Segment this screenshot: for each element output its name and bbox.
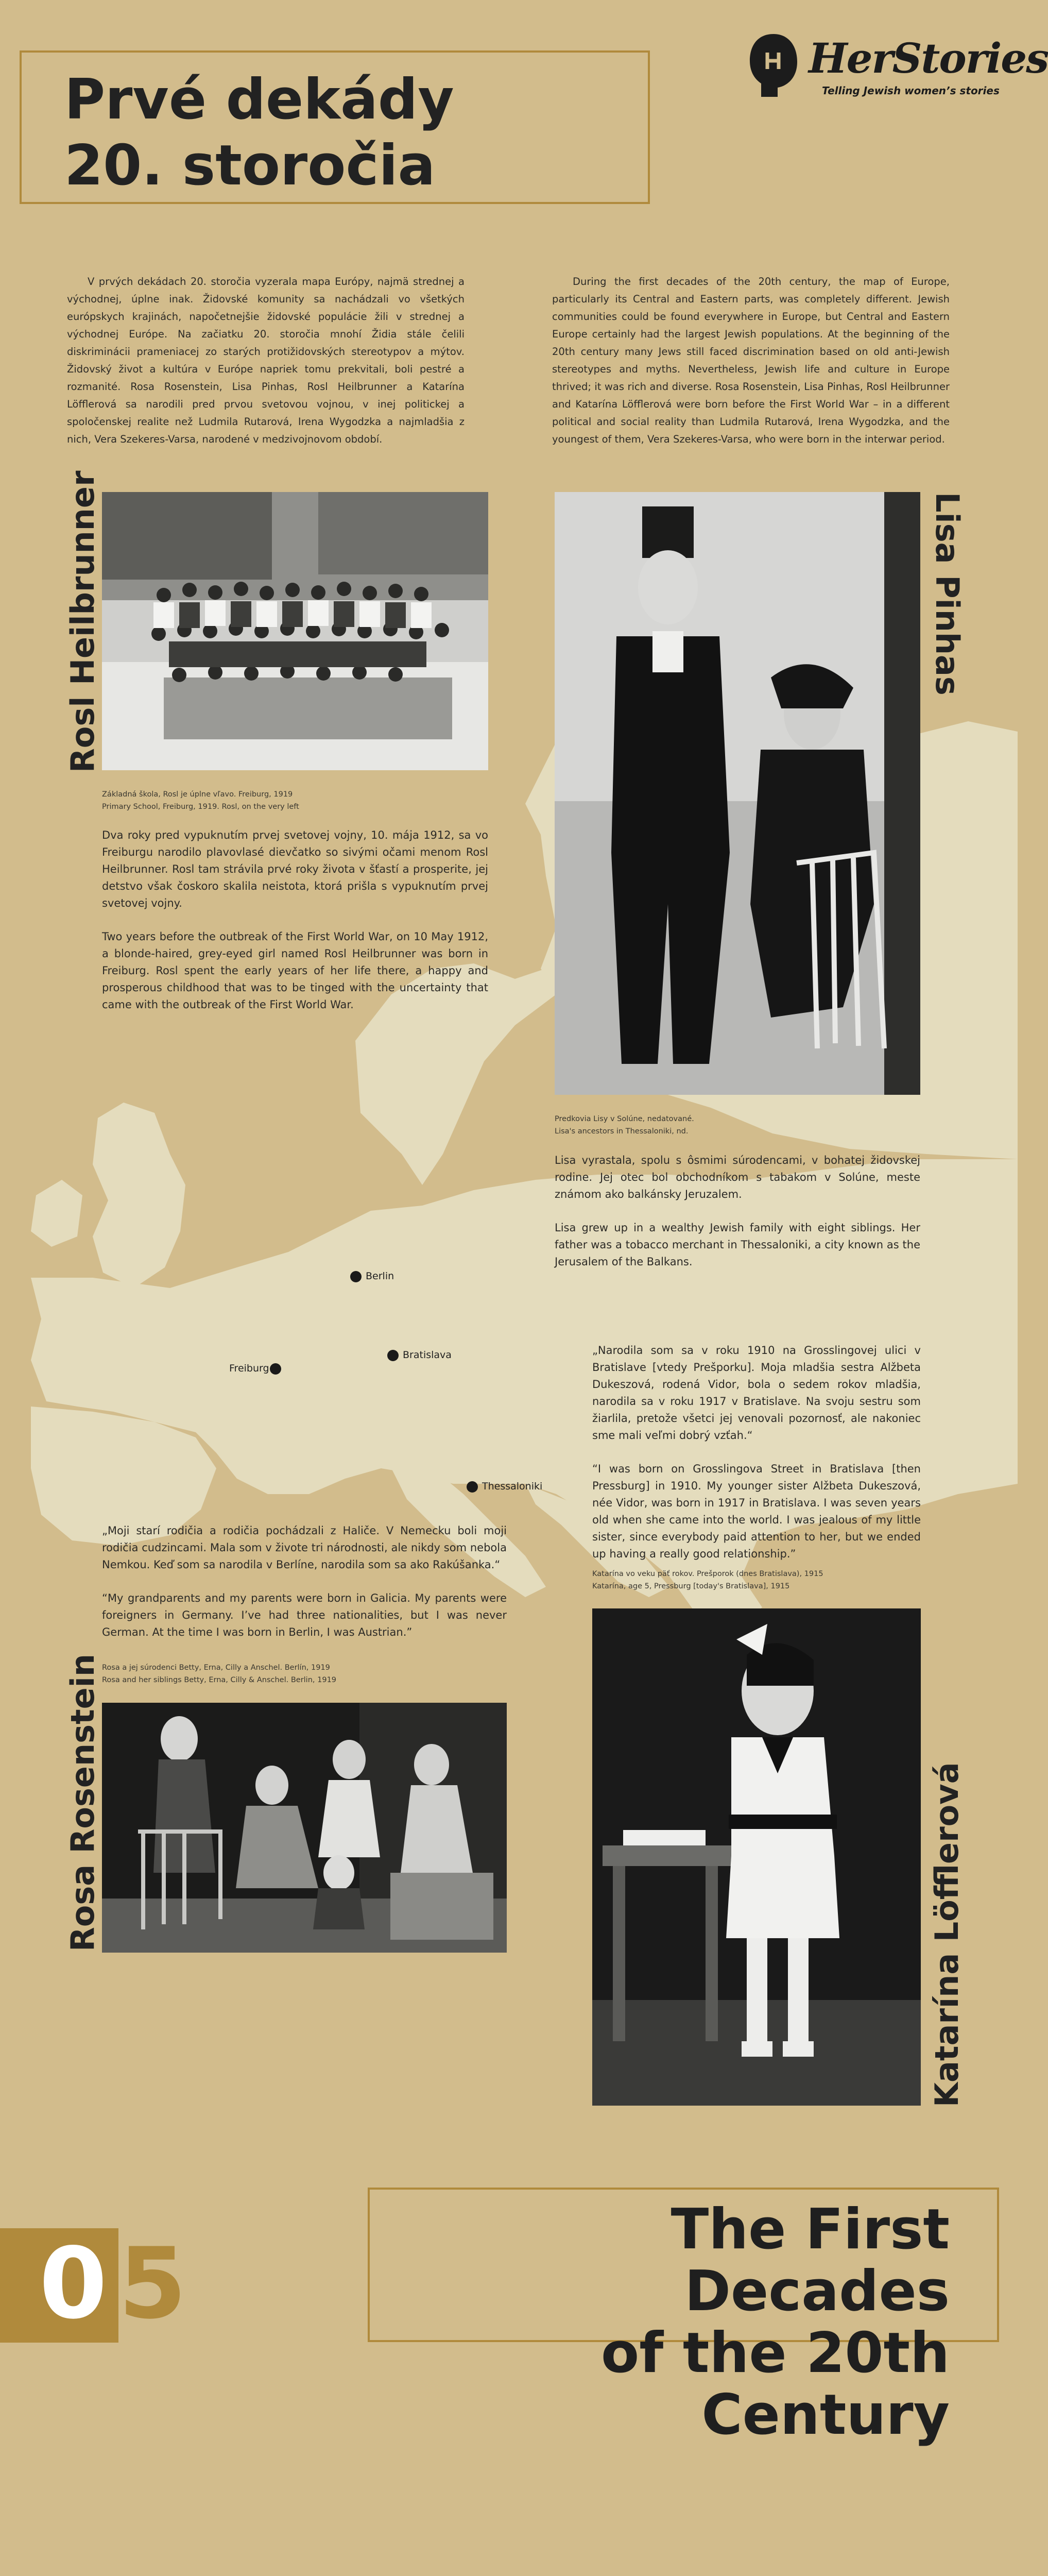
- map-dot-thessaloniki: [467, 1481, 478, 1493]
- rosl-caption: [102, 788, 299, 813]
- rosa-name-vertical: Rosa Rosenstein: [64, 1653, 101, 1952]
- rosl-photo: [102, 492, 488, 770]
- rosl-text-sk: Dva roky pred vypuknutím prvej svetovej vojny, 10. mája 1912, sa vo Freiburgu narodilo plavovlasé dievčatko so sivými očami menom Rosl Heilbrunner. Rosl tam strávila prvé roky života v šťastí a prosperite, jej detstvo však čoskoro skalila neistota, ktorá prišla s vypuknutím prvej svetovej vojny.: [102, 829, 488, 909]
- katarina-caption-en: Katarína, age 5, Pressburg [today's Bratislava], 1915: [592, 1582, 790, 1590]
- map-dot-freiburg: [270, 1363, 281, 1375]
- lisa-photo: [555, 492, 920, 1095]
- page-title: Prvé dekády 20. storočia: [64, 67, 454, 198]
- katarina-photo: [592, 1608, 921, 2106]
- rosa-photo: [102, 1703, 507, 1953]
- rosa-caption-sk: Rosa a jej súrodenci Betty, Erna, Cilly a Anschel. Berlín, 1919: [102, 1664, 330, 1672]
- rosa-quote-en: “My grandparents and my parents were born in Galicia. My parents were foreigners in Germany. I’ve had three nationalities, but I was never German. At the time I was born in Berlin, I was Austrian.”: [102, 1592, 507, 1638]
- rosa-caption: [102, 1662, 336, 1686]
- rosa-caption-en: Rosa and her siblings Betty, Erna, Cilly & Anschel. Berlin, 1919: [102, 1676, 337, 1684]
- intro-sk: [67, 273, 465, 448]
- lisa-text-sk: Lisa vyrastala, spolu s ôsmimi súrodencami, v bohatej židovskej rodine. Jej otec bol obchodníkom s tabakom v Solúne, meste známom ako balkánsky Jeruzalem.: [555, 1154, 920, 1200]
- bottom-title: The First Decades of the 20th Century: [601, 2197, 950, 2447]
- intro-sk-text: V prvých dekádach 20. storočia vyzerala mapa Európy, najmä strednej a východnej, úplne inak. Židovské komunity sa nachádzali vo všetkých európskych krajinách, napočetnejšie židovské populácie žili v strednej a východnej Európe. Na začiatku 20. storočia mnohí Židia stále čelili diskriminácii prameniacej zo starých protižidovských stereotypov a mýtov. Židovský život a kultúra v Európe napriek tomu prekvitali, boli pestré a rozmanité. Rosa Rosenstein, Lisa Pinhas, Rosl Heilbrunner a Katarína Löfflerová sa narodili pred prvou svetovou vojnou, v inej politickej a spoločenskej realite než Ludmila Rutarová, Irena Wygodzka a najmladšia z nich, Vera Szekeres-Varsa, narodené v medzivojnovom období.: [67, 276, 465, 445]
- map-label-bratislava: Bratislava: [403, 1349, 452, 1361]
- panel-number-first: 0: [39, 2227, 108, 2341]
- logo-tagline: Telling Jewish women’s stories: [822, 84, 1000, 97]
- lisa-caption: [555, 1113, 694, 1138]
- rosl-caption-en: Primary School, Freiburg, 1919. Rosl, on the very left: [102, 803, 299, 811]
- katarina-name-vertical: Katarína Löfflerová: [928, 1762, 966, 2107]
- rosa-quote: [102, 1522, 507, 1641]
- lisa-text-en: Lisa grew up in a wealthy Jewish family with eight siblings. Her father was a tobacco merchant in Thessaloniki, a city known as the Jerusalem of the Balkans.: [555, 1222, 920, 1268]
- katarina-quote: [592, 1342, 921, 1563]
- katarina-quote-en: “I was born on Grosslingova Street in Bratislava [then Pressburg] in 1910. My younger sister Alžbeta Dukeszová, née Vidor, was born in 1917 in Bratislava. I was seven years old when she came into the world. I was jealous of my little sister, since everybody paid attention to her, but we ended up having a really good relationship.”: [592, 1463, 921, 1560]
- map-label-freiburg: Freiburg: [229, 1363, 269, 1374]
- katarina-caption-sk: Katarína vo veku päť rokov. Prešporok (dnes Bratislava), 1915: [592, 1570, 823, 1578]
- map-dot-bratislava: [387, 1350, 399, 1361]
- herstories-logo-icon: [748, 32, 799, 99]
- katarina-caption: [592, 1568, 823, 1592]
- lisa-caption-sk: Predkovia Lisy v Solúne, nedatované.: [555, 1115, 694, 1123]
- lisa-name-vertical: Lisa Pinhas: [929, 492, 966, 696]
- lisa-caption-en: Lisa's ancestors in Thessaloniki, nd.: [555, 1127, 689, 1136]
- rosl-text: [102, 827, 488, 1030]
- rosl-text-en: Two years before the outbreak of the First World War, on 10 May 1912, a blonde-haired, grey-eyed girl named Rosl Heilbrunner was born in Freiburg. Rosl spent the early years of her life there, a happy and prosperous childhood that was to be tinged with the uncertainty that came with the outbreak of the First World War.: [102, 930, 488, 1011]
- panel-number-second: 5: [118, 2227, 187, 2341]
- rosl-name-vertical: Rosl Heilbrunner: [64, 470, 101, 773]
- rosl-caption-sk: Základná škola, Rosl je úplne vľavo. Freiburg, 1919: [102, 790, 293, 799]
- intro-en: [552, 273, 950, 448]
- map-label-thessaloniki: Thessaloniki: [482, 1481, 543, 1492]
- lisa-text: [555, 1152, 920, 1287]
- intro-en-text: During the first decades of the 20th century, the map of Europe, particularly its Central and Eastern parts, was completely different. Jewish communities could be found everywhere in Europe, but Central and Eastern Europe certainly had the largest Jewish populations. At the beginning of the 20th century many Jews still faced discrimination based on old anti-Jewish stereotypes and myths. Nevertheless, Jewish life and culture in Europe thrived; it was rich and diverse. Rosa Rosenstein, Lisa Pinhas, Rosl Heilbrunner and Katarína Löfflerová were born before the First World War – in a different political and social reality than Ludmila Rutarová, Irena Wygodzka, and the youngest of them, Vera Szekeres-Varsa, who were born in the interwar period.: [552, 276, 950, 445]
- map-label-berlin: Berlin: [366, 1270, 394, 1282]
- logo-wordmark: HerStories: [809, 34, 1048, 82]
- katarina-quote-sk: „Narodila som sa v roku 1910 na Grosslingovej ulici v Bratislave [vtedy Prešporku]. Moja mladšia sestra Alžbeta Dukeszová, rodená Vidor, bola o sedem rokov mladšia, narodila sa v roku 1917 v Bratislave. Na svoju sestru som žiarlila, pretože všetci jej venovali pozornosť, ale nakoniec sme mali veľmi dobrý vzťah.“: [592, 1344, 921, 1442]
- map-dot-berlin: [350, 1271, 362, 1282]
- rosa-quote-sk: „Moji starí rodičia a rodičia pochádzali z Haliče. V Nemecku boli moji rodičia cudzincami. Mala som v živote tri národnosti, ale nikdy som nebola Nemkou. Keď som sa narodila v Berlíne, narodila som sa ako Rakúšanka.“: [102, 1524, 507, 1571]
